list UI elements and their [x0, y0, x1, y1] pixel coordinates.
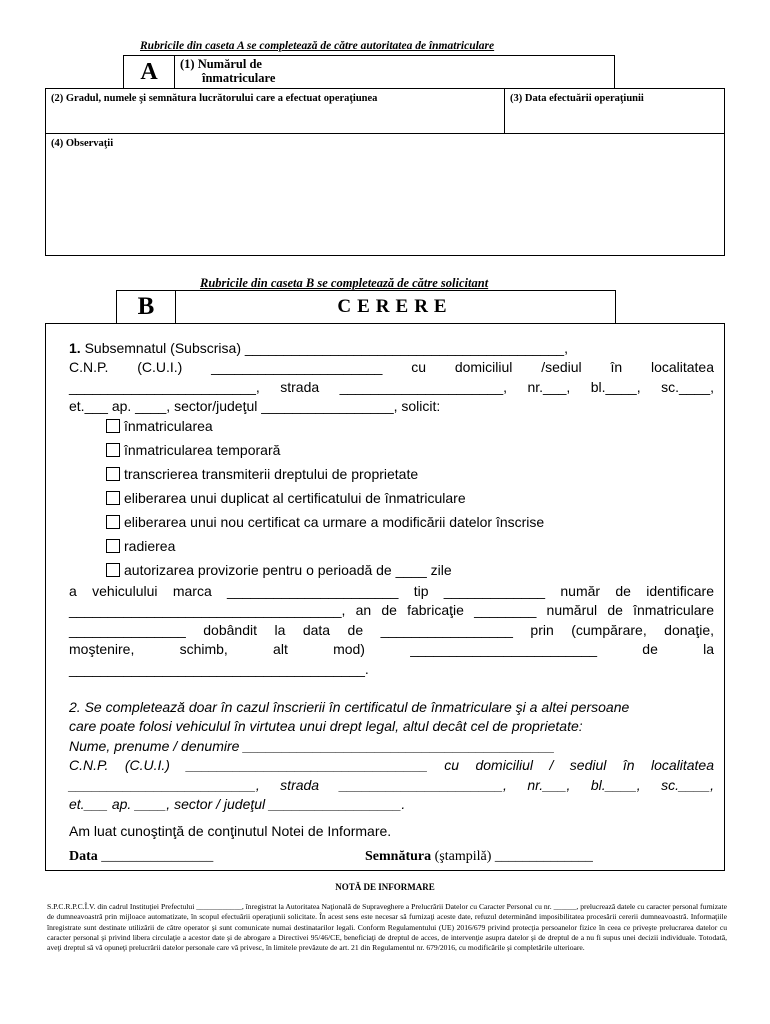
observations-field[interactable]: [46, 134, 724, 255]
checkbox[interactable]: [106, 539, 120, 553]
registration-number-field[interactable]: [174, 55, 615, 89]
acknowledgement-text: Am luat cunoştinţă de conţinutul Notei de Informare.: [69, 823, 392, 839]
date-field[interactable]: [69, 848, 213, 866]
vehicle-acquired-line[interactable]: _______________ dobândit la data de _________________ prin (cumpărare, donaţie,: [69, 622, 714, 638]
checkbox[interactable]: [106, 515, 120, 529]
option-label: eliberarea unui nou certificat ca urmare a modificării datelor înscrise: [124, 514, 545, 530]
option-deregistration[interactable]: [106, 537, 175, 555]
operator-field[interactable]: [46, 89, 505, 134]
option-new-certificate[interactable]: [106, 513, 544, 531]
request-title: CERERE: [175, 290, 616, 324]
date-label: Data: [69, 849, 98, 864]
option-label: autorizarea provizorie pentru o perioadă de ____ zile: [124, 562, 452, 578]
option-registration[interactable]: [106, 417, 213, 435]
paragraph-2-intro: 2. Se completează doar în cazul înscrierii în certificatul de înmatriculare şi a altei persoane: [69, 699, 630, 715]
section-b-letter: B: [116, 290, 176, 324]
checkbox[interactable]: [106, 491, 120, 505]
applicant-name-text: Subsemnatul (Subscrisa) _________________________________________,: [80, 340, 568, 356]
option-label: înmatricularea temporară: [124, 442, 281, 458]
applicant-address-line-2[interactable]: et.___ ap. ____, sector/judeţul _________________, solicit:: [69, 398, 441, 414]
paragraph-2-intro-2: care poate folosi vehiculul în virtutea unui drept legal, altul decât cel de proprietate:: [69, 718, 583, 734]
paragraph-1-number: 1.: [69, 340, 81, 356]
signature-suffix: (ştampilă) ______________: [431, 849, 593, 864]
checkbox[interactable]: [106, 443, 120, 457]
option-label: radierea: [124, 538, 176, 554]
observations-label: (4) Observaţii: [51, 138, 114, 149]
vehicle-previous-owner-line[interactable]: ______________________________________.: [69, 661, 369, 677]
applicant-cnp-line[interactable]: C.N.P. (C.U.I.) ______________________ cu domiciliul /sediul în localitatea: [69, 359, 714, 375]
option-provisional-authorization[interactable]: [106, 561, 452, 579]
operator-field-label: (2) Gradul, numele şi semnătura lucrătorului care a efectuat operaţiunea: [51, 93, 378, 104]
other-user-address-line[interactable]: ________________________, strada _____________________, nr.___, bl.____, sc.____,: [69, 777, 714, 793]
other-user-cnp-line[interactable]: C.N.P. (C.U.I.) _______________________________ cu domiciliul / sediul în localitatea: [69, 757, 714, 773]
operation-date-label: (3) Data efectuării operaţiunii: [510, 93, 644, 104]
option-ownership-transfer[interactable]: [106, 465, 418, 483]
option-label: înmatricularea: [124, 418, 213, 434]
applicant-address-line[interactable]: ________________________, strada _____________________, nr.___, bl.____, sc.____,: [69, 379, 714, 395]
other-user-address-line-2[interactable]: et.___ ap. ____, sector / judeţul _________________.: [69, 796, 406, 812]
checkbox[interactable]: [106, 563, 120, 577]
vehicle-year-line[interactable]: ___________________________________, an de fabricaţie ________ numărul de înmatriculare: [69, 602, 714, 618]
operation-date-field[interactable]: [505, 89, 724, 134]
option-duplicate-certificate[interactable]: [106, 489, 466, 507]
registration-number-label-line2: înmatriculare: [202, 71, 276, 85]
option-label: transcrierea transmiterii dreptului de proprietate: [124, 466, 419, 482]
section-a-header: Rubricile din caseta A se completează de către autoritatea de înmatriculare: [140, 40, 495, 52]
option-label: eliberarea unui duplicat al certificatului de înmatriculare: [124, 490, 466, 506]
checkbox[interactable]: [106, 419, 120, 433]
signature-field[interactable]: [365, 848, 593, 866]
section-a-letter: A: [123, 55, 175, 89]
registration-number-label-line1: (1) Numărul de: [180, 57, 262, 71]
checkbox[interactable]: [106, 467, 120, 481]
vehicle-make-line[interactable]: a vehiculului marca ______________________ tip _____________ număr de identificare: [69, 583, 714, 599]
date-blank: ________________: [97, 849, 214, 864]
section-b-header: Rubricile din caseta B se completează de către solicitant: [200, 276, 489, 290]
applicant-name-line[interactable]: [69, 338, 714, 358]
signature-label: Semnătura: [365, 849, 432, 864]
information-note-title: NOTĂ DE INFORMARE: [335, 882, 435, 892]
information-note-text: S.P.C.R.P.C.Î.V. din cadrul Instituţiei Prefectului ____________, înregistrat la Autoritatea Naţională de Supraveghere a Prelucrării Datelor cu Caracter Personal cu nr. ______, prelucrează datele cu caracter personal furnizate de dumneavoastră prin mijloace automatizate, în scopul efectuării operaţiunii solicitate. În acest sens este necesar să furnizaţi aceste date, refuzul determinând imposibilitatea procesării cererii dumneavoastră. Informaţiile înregistrate sunt destinate utilizării de către operator şi sunt comunicate numai destinatarilor legali. Conform Regulamentului (UE) 2016/679 privind protecţia persoanelor fizice în ceea ce priveşte prelucrarea datelor cu caracter personal şi privind libera circulaţie a acestor date şi de abrogare a Directivei 95/46/CE, beneficiaţi de dreptul de acces, de intervenţie asupra datelor şi de dreptul de a nu fi supus unei decizii individuale. Totodată, aveţi dreptul să vă opuneţi prelucrării datelor personale care vă privesc, în limitele prevăzute de art. 21 din Regulamentul nr. 679/2016, cu modificările şi completările ulterioare.: [47, 902, 727, 953]
vehicle-acquisition-mode-line[interactable]: moştenire, schimb, alt mod) ________________________ de la: [69, 641, 714, 657]
section-a-grid: [45, 88, 725, 256]
other-user-name-line[interactable]: Nume, prenume / denumire ________________________________________: [69, 738, 555, 754]
option-temporary-registration[interactable]: [106, 441, 280, 459]
